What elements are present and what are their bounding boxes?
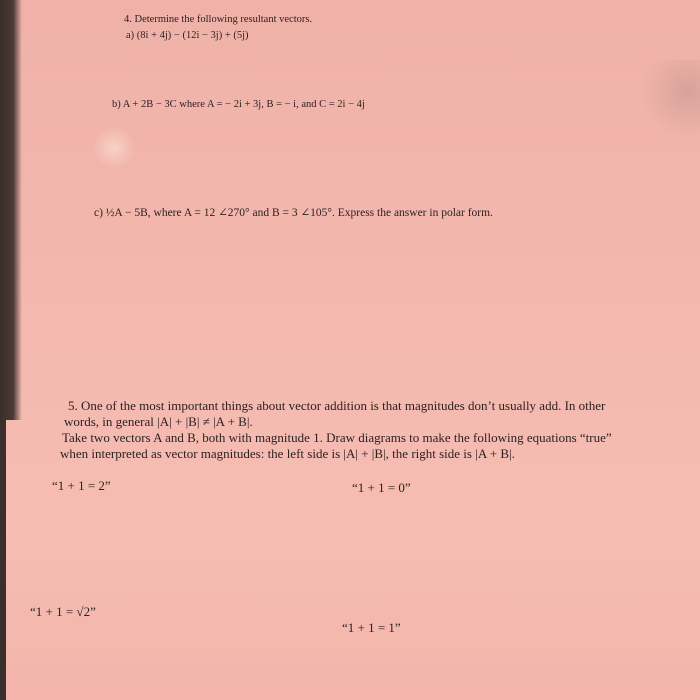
equation-1-plus-1-equals-2: “1 + 1 = 2” — [52, 478, 111, 493]
question-4a: a) (8i + 4j) − (12i − 3j) + (5j) — [126, 30, 249, 41]
question-4-heading: 4. Determine the following resultant vectors. — [124, 14, 313, 25]
question-5-line-4: when interpreted as vector magnitudes: the left side is |A| + |B|, the right side is |A + B|. — [60, 446, 515, 461]
equation-1-plus-1-equals-1: “1 + 1 = 1” — [342, 620, 401, 635]
page-shadow — [0, 0, 22, 420]
question-5-line-2: words, in general |A| + |B| ≠ |A + B|. — [64, 414, 253, 429]
equation-1-plus-1-equals-0: “1 + 1 = 0” — [352, 480, 411, 495]
equation-1-plus-1-equals-root-2: “1 + 1 = √2” — [30, 604, 96, 619]
question-5-line-1: 5. One of the most important things about vector addition is that magnitudes don’t usually add. In other — [68, 398, 606, 413]
corner-shadow — [640, 60, 700, 140]
light-glare — [92, 128, 136, 168]
question-4b: b) A + 2B − 3C where A = − 2i + 3j, B = − i, and C = 2i − 4j — [112, 99, 365, 110]
question-5-line-3: Take two vectors A and B, both with magnitude 1. Draw diagrams to make the following equations “true” — [62, 430, 612, 445]
question-4c: c) ½A − 5B, where A = 12 ∠270° and B = 3 ∠105°. Express the answer in polar form. — [94, 207, 493, 219]
